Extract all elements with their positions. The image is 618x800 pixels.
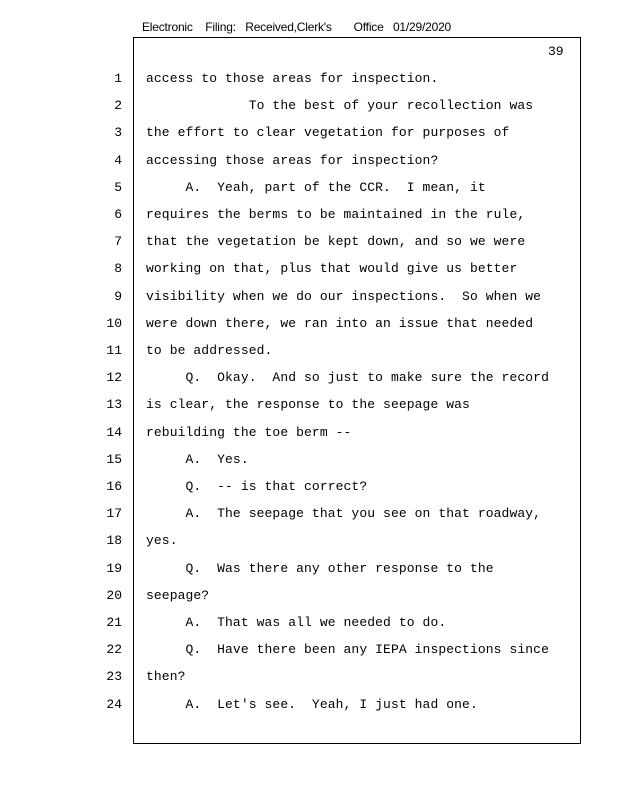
line-number: 13 [106,397,122,412]
transcript-line-text: that the vegetation be kept down, and so we were [146,234,526,249]
transcript-line-text: visibility when we do our inspections. So when we [146,289,542,304]
line-number: 19 [106,561,122,576]
line-number: 9 [114,289,122,304]
transcript-line-text: A. Yeah, part of the CCR. I mean, it [146,180,486,195]
filing-stamp-header: Electronic Filing: Received,Clerk's Office 01/29/2020 [142,20,452,34]
page-number: 39 [548,44,564,59]
line-number: 20 [106,588,122,603]
transcript-line-text: is clear, the response to the seepage was [146,397,470,412]
line-number: 10 [106,316,122,331]
line-number: 1 [114,71,122,86]
line-number: 24 [106,697,122,712]
line-number: 11 [106,343,122,358]
line-number: 12 [106,370,122,385]
line-number: 18 [106,533,122,548]
line-number: 5 [114,180,122,195]
line-number: 4 [114,153,122,168]
line-number: 3 [114,125,122,140]
line-number: 8 [114,261,122,276]
transcript-line-text: to be addressed. [146,343,273,358]
transcript-line-text: then? [146,669,186,684]
line-number: 2 [114,98,122,113]
line-number: 21 [106,615,122,630]
line-number: 7 [114,234,122,249]
line-number: 15 [106,452,122,467]
transcript-line-text: To the best of your recollection was [146,98,534,113]
transcript-page-frame [133,37,581,744]
transcript-line-text: requires the berms to be maintained in the rule, [146,207,526,222]
transcript-line-text: Q. Was there any other response to the [146,561,494,576]
transcript-line-text: Q. -- is that correct? [146,479,368,494]
line-number: 23 [106,669,122,684]
transcript-line-text: accessing those areas for inspection? [146,153,439,168]
line-number: 16 [106,479,122,494]
transcript-line-text: rebuilding the toe berm -- [146,425,352,440]
line-number: 17 [106,506,122,521]
transcript-line-text: access to those areas for inspection. [146,71,439,86]
transcript-line-text: A. That was all we needed to do. [146,615,447,630]
transcript-line-text: A. The seepage that you see on that roadway, [146,506,542,521]
transcript-line-text: the effort to clear vegetation for purposes of [146,125,510,140]
transcript-line-text: Q. Okay. And so just to make sure the record [146,370,549,385]
transcript-line-text: A. Let's see. Yeah, I just had one. [146,697,478,712]
line-number: 14 [106,425,122,440]
transcript-line-text: working on that, plus that would give us better [146,261,518,276]
line-number: 22 [106,642,122,657]
transcript-line-text: A. Yes. [146,452,249,467]
transcript-line-text: yes. [146,533,178,548]
transcript-line-text: were down there, we ran into an issue that needed [146,316,534,331]
transcript-line-text: seepage? [146,588,210,603]
transcript-line-text: Q. Have there been any IEPA inspections since [146,642,549,657]
line-number: 6 [114,207,122,222]
